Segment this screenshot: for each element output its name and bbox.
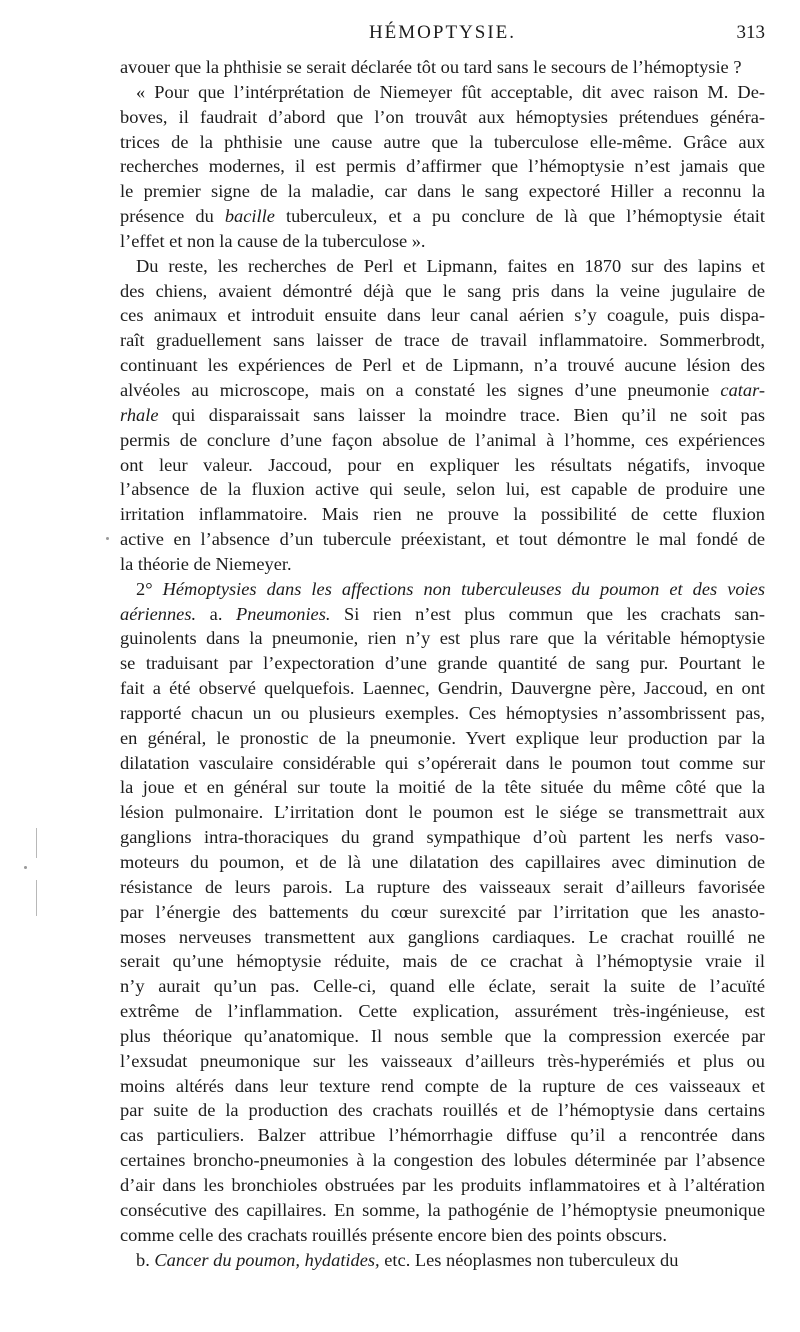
text-segment: comme celle des crachats rouillés présente encore bien des points obscurs. — [120, 1224, 667, 1245]
text-line — [120, 552, 765, 577]
text-segment: b. — [136, 1249, 155, 1270]
text-line — [120, 1049, 765, 1074]
text-segment: ces animaux et introduit ensuite dans leur canal aérien s’y coagule, puis dispa- — [120, 305, 765, 326]
text-line — [120, 1024, 765, 1049]
text-line — [120, 80, 765, 105]
text-line — [120, 602, 765, 627]
text-line — [120, 328, 765, 353]
text-segment: des chiens, avaient démontré déjà que le sang pris dans la veine jugulaire de — [120, 280, 765, 301]
text-line — [120, 1123, 765, 1148]
text-line — [120, 1098, 765, 1123]
text-line — [120, 105, 765, 130]
text-segment: boves, il faudrait d’abord que l’on trouvât aux hémoptysies prétendues généra- — [120, 106, 765, 127]
italic-text: Pneumonies. — [235, 603, 331, 624]
text-segment: moins altérés dans leur texture rend compte de la rupture de ces vaisseaux et — [120, 1075, 765, 1096]
text-line — [120, 1173, 765, 1198]
text-line — [120, 999, 765, 1024]
text-line — [120, 130, 765, 155]
text-line — [120, 900, 765, 925]
text-segment: résistance de leurs parois. La rupture des vaisseaux serait d’ailleurs favorisée — [120, 876, 765, 897]
text-segment: alvéoles au microscope, mais on a constaté les signes d’une pneumonie — [120, 379, 721, 400]
text-line — [120, 55, 765, 80]
text-line — [120, 875, 765, 900]
text-segment: l’effet et non la cause de la tuberculose ». — [120, 230, 426, 251]
text-line — [120, 651, 765, 676]
italic-text: rhale — [120, 404, 159, 425]
text-line — [120, 850, 765, 875]
text-line — [120, 378, 765, 403]
text-segment: etc. Les néoplasmes non tuberculeux du — [379, 1249, 679, 1270]
text-segment: la théorie de Niemeyer. — [120, 553, 292, 574]
running-title: HÉMOPTYSIE. — [368, 22, 517, 43]
italic-text: Hémoptysies dans les affections non tuberculeuses du poumon et des voies — [162, 578, 765, 599]
text-segment: rapporté chacun un ou plusieurs exemples. Ces hémoptysies n’assombrissent pas, — [120, 702, 765, 723]
page-number: 313 — [736, 22, 765, 43]
text-segment: 2° — [136, 578, 163, 599]
text-segment: trices de la phthisie une cause autre que la tuberculose elle-même. Grâce aux — [120, 131, 765, 152]
text-segment: n’y aurait qu’un pas. Celle-ci, quand elle éclate, serait la suite de l’acuïté — [120, 976, 765, 997]
text-segment: par l’énergie des battements du cœur surexcité par l’irritation que les anasto- — [120, 901, 765, 922]
text-line — [120, 403, 765, 428]
text-segment: avouer que la phthisie se serait déclarée tôt ou tard sans le secours de l’hémoptysie ? — [120, 57, 742, 77]
margin-mark — [36, 880, 37, 916]
text-line — [120, 577, 765, 602]
text-line — [120, 800, 765, 825]
text-line — [120, 1248, 765, 1273]
text-line — [120, 279, 765, 304]
text-segment: a. — [196, 603, 236, 624]
text-segment: fait a été observé quelquefois. Laennec, Gendrin, Dauvergne père, Jaccoud, en ont — [120, 678, 765, 699]
text-line — [120, 751, 765, 776]
text-line — [120, 701, 765, 726]
text-line — [120, 1198, 765, 1223]
text-segment: raît graduellement sans laisser de trace de travail inflammatoire. Sommerbrodt, — [120, 330, 765, 351]
text-line — [120, 925, 765, 950]
margin-dot — [106, 537, 109, 540]
text-segment: ganglions intra-thoraciques du grand sympathique d’où partent les nerfs vaso- — [120, 827, 765, 848]
italic-text: catar- — [720, 379, 765, 400]
text-segment: la joue et en général sur toute la moitié de la tête située du même côté que la — [120, 777, 765, 798]
text-line — [120, 825, 765, 850]
text-segment: dilatation vasculaire considérable qui s’opérerait dans le poumon tout comme sur — [120, 752, 765, 773]
text-segment: le premier signe de la maladie, car dans le sang expectoré Hiller a reconnu la — [120, 181, 765, 202]
text-segment: l’absence de la fluxion active qui seule, selon lui, est capable de produire une — [120, 479, 765, 500]
text-segment: continuant les expériences de Perl et de Lipmann, n’a trouvé aucune lésion des — [120, 355, 765, 376]
text-segment: se traduisant par l’expectoration d’une grande quantité de sang pur. Pourtant le — [120, 653, 765, 674]
text-line — [120, 453, 765, 478]
text-line — [120, 1223, 765, 1248]
text-segment: présence du — [120, 206, 225, 227]
text-line — [120, 428, 765, 453]
text-segment: lésion pulmonaire. L’irritation dont le poumon est le siége se transmettrait aux — [120, 802, 765, 823]
text-segment: Si rien n’est plus commun que les crachats san- — [330, 603, 765, 624]
text-line — [120, 726, 765, 751]
text-line — [120, 303, 765, 328]
text-segment: active en l’absence d’un tubercule préexistant, et tout démontre le mal fondé de — [120, 529, 765, 550]
text-segment: en général, le pronostic de la pneumonie. Yvert explique leur production par la — [120, 727, 765, 748]
text-segment: irritation inflammatoire. Mais rien ne prouve la possibilité de cette fluxion — [120, 504, 765, 525]
text-segment: d’air dans les bronchioles obstruées par les produits inflammatoires et à l’altération — [120, 1174, 765, 1195]
text-segment: moteurs du poumon, et de là une dilatation des capillaires avec diminution de — [120, 852, 765, 872]
italic-text: Cancer du poumon, hydatides, — [154, 1249, 380, 1270]
text-line — [120, 229, 765, 254]
text-segment: plus théorique qu’anatomique. Il nous semble que la compression exercée par — [120, 1025, 765, 1046]
text-segment: certaines broncho-pneumonies à la congestion des lobules déterminée par l’absence — [120, 1150, 765, 1171]
text-segment: recherches modernes, il est permis d’affirmer que l’hémoptysie n’est jamais que — [120, 156, 765, 177]
text-segment: ont leur valeur. Jaccoud, pour en expliquer les résultats négatifs, invoque — [120, 454, 765, 475]
text-segment: cas particuliers. Balzer attribue l’hémorrhagie diffuse qu’il a rencontrée dans — [120, 1125, 765, 1146]
text-segment: « Pour que l’intérprétation de Niemeyer fût acceptable, dit avec raison M. De- — [136, 81, 765, 102]
margin-dot — [24, 866, 27, 869]
body-text — [120, 55, 765, 1272]
text-line — [120, 527, 765, 552]
italic-text: aériennes. — [120, 603, 197, 624]
italic-text: bacille — [224, 206, 275, 227]
text-segment: Du reste, les recherches de Perl et Lipmann, faites en 1870 sur des lapins et — [136, 255, 765, 276]
text-line — [120, 626, 765, 651]
text-segment: qui disparaissait sans laisser la moindre trace. Bien qu’il ne soit pas — [158, 404, 765, 425]
text-segment: tuberculeux, et a pu conclure de là que l’hémoptysie était — [274, 206, 765, 227]
text-line — [120, 1148, 765, 1173]
text-segment: par suite de la production des crachats rouillés et de l’hémoptysie dans certains — [120, 1100, 765, 1121]
text-line — [120, 949, 765, 974]
page-header — [120, 22, 765, 46]
text-line — [120, 502, 765, 527]
text-line — [120, 179, 765, 204]
text-segment: guinolents dans la pneumonie, rien n’y est plus rare que la véritable hémoptysie — [120, 628, 765, 649]
margin-mark — [36, 828, 37, 858]
text-segment: serait qu’une hémoptysie réduite, mais de ce crachat à l’hémoptysie vraie il — [120, 951, 765, 972]
text-line — [120, 1074, 765, 1099]
text-segment: l’exsudat pneumonique sur les vaisseaux d’ailleurs très-hyperémiés et plus ou — [120, 1050, 765, 1071]
text-line — [120, 353, 765, 378]
text-line — [120, 477, 765, 502]
text-segment: moses nerveuses transmettent aux ganglions cardiaques. Le crachat rouillé ne — [120, 926, 765, 947]
text-segment: consécutive des capillaires. En somme, la pathogénie de l’hémoptysie pneumonique — [120, 1199, 765, 1220]
text-line — [120, 676, 765, 701]
text-line — [120, 254, 765, 279]
text-line — [120, 974, 765, 999]
text-line — [120, 775, 765, 800]
text-line — [120, 204, 765, 229]
text-segment: extrême de l’inflammation. Cette explication, assurément très-ingénieuse, est — [120, 1001, 765, 1022]
text-segment: permis de conclure d’une façon absolue de l’animal à l’homme, ces expériences — [120, 429, 765, 450]
text-line — [120, 154, 765, 179]
